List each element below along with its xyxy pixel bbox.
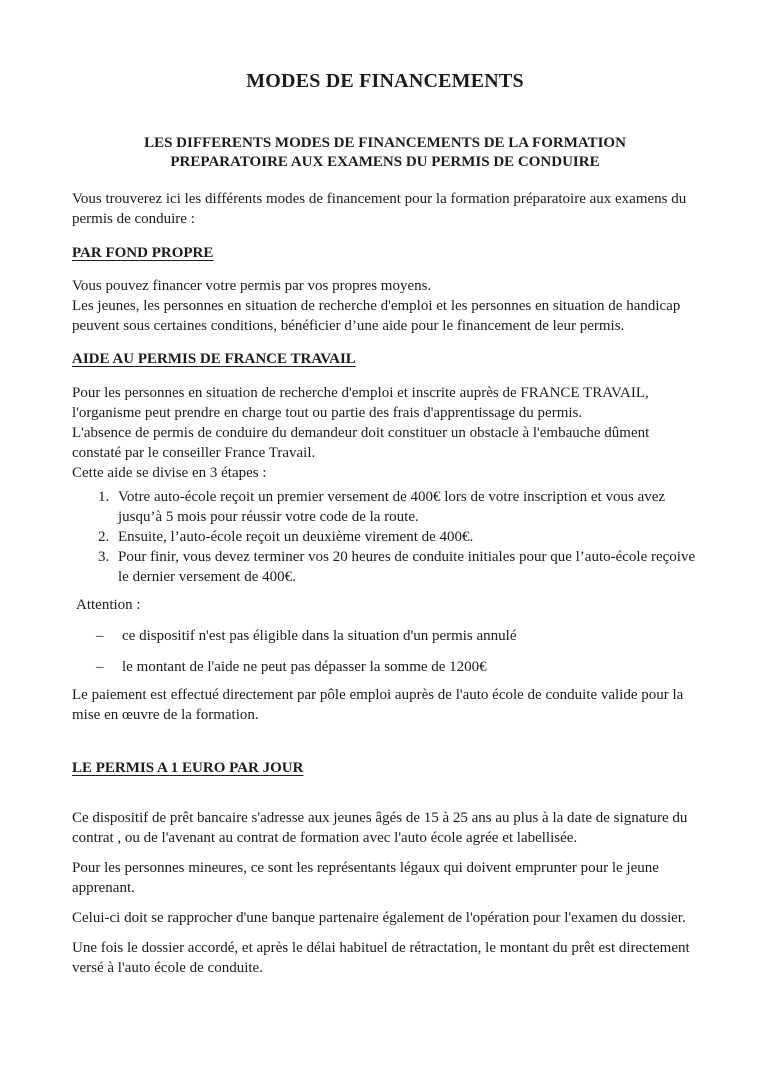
- step-item: [72, 487, 698, 527]
- permis-1-euro-block: [72, 808, 698, 978]
- fond-propre-paragraph: [72, 276, 698, 336]
- body-paragraph: Celui-ci doit se rapprocher d'une banque partenaire également de l'opération pour l'examen du dossier.: [72, 910, 686, 926]
- body-paragraph: Pour les personnes mineures, ce sont les représentants légaux qui doivent emprunter pour le jeune apprenant.: [72, 860, 659, 896]
- step-text: Ensuite, l’auto-école reçoit un deuxième virement de 400€.: [118, 529, 474, 545]
- paragraph-line: Cette aide se divise en 3 étapes :: [72, 465, 267, 481]
- paragraph-line: Vous pouvez financer votre permis par vos propres moyens.: [72, 278, 432, 294]
- step-item: [72, 547, 698, 587]
- document-subtitle: [72, 134, 698, 172]
- france-travail-paragraph: [72, 383, 698, 483]
- closing-paragraph: Le paiement est effectué directement par pôle emploi auprès de l'auto école de conduite valide pour la mise en œuvre de la formation.: [72, 687, 684, 723]
- step-item: [72, 527, 698, 547]
- section-heading-par-fond-propre: PAR FOND PROPRE: [72, 245, 214, 261]
- step-number: 1.: [98, 489, 110, 505]
- paragraph-line: Les jeunes, les personnes en situation de recherche d'emploi et les personnes en situation de handicap peuvent sous certaines conditions, bénéficier d’une aide pour le financement de leur permis.: [72, 298, 681, 334]
- intro-paragraph: Vous trouverez ici les différents modes de financement pour la formation préparatoire aux examens du permis de conduire :: [72, 191, 687, 227]
- body-paragraph: Ce dispositif de prêt bancaire s'adresse aux jeunes âgés de 15 à 25 ans au plus à la date de signature du contrat , ou de l'avenant au contrat de formation avec l'auto école agrée et labellisée.: [72, 810, 688, 846]
- step-text: Votre auto-école reçoit un premier versement de 400€ lors de votre inscription et vous avez jusqu’à 5 mois pour réussir votre code de la route.: [118, 489, 666, 525]
- paragraph-line: Pour les personnes en situation de recherche d'emploi et inscrite auprès de FRANCE TRAVAIL, l'organisme peut prendre en charge tout ou partie des frais d'apprentissage du permis.: [72, 385, 649, 421]
- warning-text: ce dispositif n'est pas éligible dans la situation d'un permis annulé: [122, 628, 517, 644]
- section-heading-aide-france-travail: AIDE AU PERMIS DE FRANCE TRAVAIL: [72, 351, 356, 367]
- step-number: 2.: [98, 529, 110, 545]
- step-number: 3.: [98, 549, 110, 565]
- body-paragraph: Une fois le dossier accordé, et après le délai habituel de rétractation, le montant du prêt est directement versé à l'auto école de conduite.: [72, 940, 690, 976]
- dash-marker: –: [96, 659, 104, 675]
- section-heading-permis-1-euro: LE PERMIS A 1 EURO PAR JOUR: [72, 760, 304, 776]
- paragraph-line: L'absence de permis de conduire du demandeur doit constituer un obstacle à l'embauche dûment constaté par le conseiller France Travail.: [72, 425, 650, 461]
- dash-marker: –: [96, 628, 104, 644]
- warnings-list: [72, 626, 698, 677]
- warning-item: [72, 657, 698, 677]
- attention-label: Attention :: [76, 597, 141, 613]
- warning-item: [72, 626, 698, 646]
- subtitle-line: PREPARATOIRE AUX EXAMENS DU PERMIS DE CONDUIRE: [170, 154, 600, 170]
- document-title: MODES DE FINANCEMENTS: [246, 70, 524, 92]
- steps-list: [72, 487, 698, 587]
- step-text: Pour finir, vous devez terminer vos 20 heures de conduite initiales pour que l’auto-école reçoive le dernier versement de 400€.: [118, 549, 696, 585]
- subtitle-line: LES DIFFERENTS MODES DE FINANCEMENTS DE LA FORMATION: [144, 135, 626, 151]
- warning-text: le montant de l'aide ne peut pas dépasser la somme de 1200€: [122, 659, 487, 675]
